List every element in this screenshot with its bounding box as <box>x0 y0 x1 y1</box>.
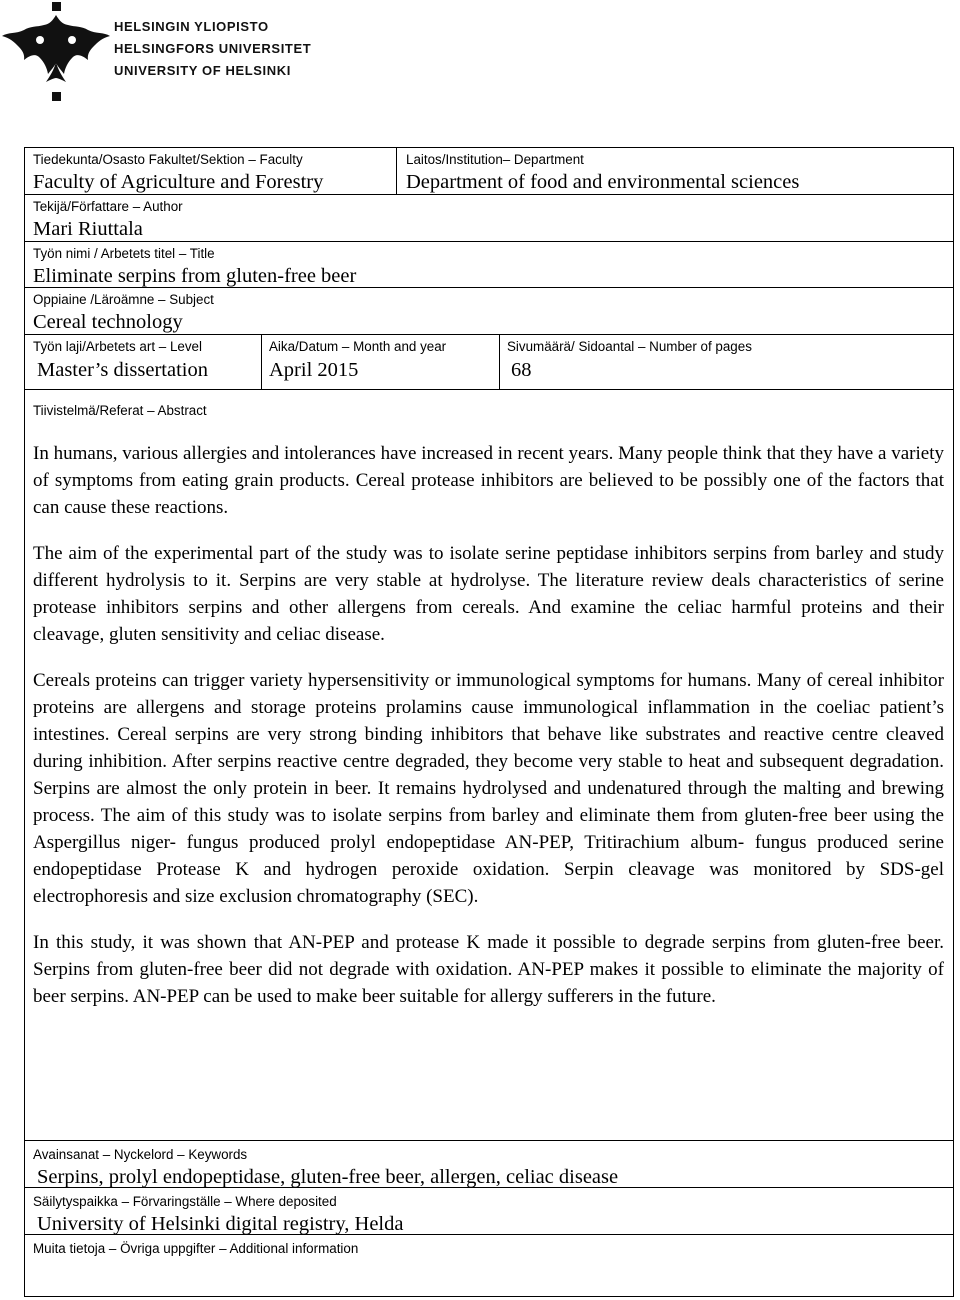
divider <box>25 334 953 335</box>
title-value: Eliminate serpins from gluten-free beer <box>33 265 357 287</box>
divider <box>499 334 500 389</box>
keywords-label: Avainsanat – Nyckelord – Keywords <box>33 1147 248 1162</box>
pages-label: Sivumäärä/ Sidoantal – Number of pages <box>507 339 752 354</box>
university-name <box>114 16 311 82</box>
divider <box>25 194 953 195</box>
department-label: Laitos/Institution– Department <box>406 152 584 167</box>
faculty-value: Faculty of Agriculture and Forestry <box>33 171 324 193</box>
level-value: Master’s dissertation <box>37 359 208 381</box>
deposited-label: Säilytyspaikka – Förvaringställe – Where deposited <box>33 1194 337 1209</box>
divider <box>25 1140 953 1141</box>
date-value: April 2015 <box>269 359 359 381</box>
title-label: Työn nimi / Arbetets titel – Title <box>33 246 215 261</box>
author-value: Mari Riuttala <box>33 218 143 240</box>
level-label: Työn laji/Arbetets art – Level <box>33 339 202 354</box>
additional-info-label: Muita tietoja – Övriga uppgifter – Additional information <box>33 1241 359 1256</box>
keywords-value: Serpins, prolyl endopeptidase, gluten-free beer, allergen, celiac disease <box>37 1166 619 1188</box>
abstract-paragraph: Cereals proteins can trigger variety hypersensitivity or immunological symptoms for humans. Many of cereal inhibitor proteins are allergens and storage proteins prolamins cause immunological inflammation in the coeliac patient’s intestines. Cereal serpins are very strong binding inhibitors that behave like substrates and reactive centre cleaved during inhibition. After serpins reactive centre degraded, they become very stable to heat and subsequent degradation. Serpins are almost the only protein in beer. It remains hydrolysed and undenatured through the malting and brewing process. The aim of this study was to isolate serpins from barley and eliminate them from gluten-free beer using the Aspergillus niger- fungus produced prolyl endopeptidase AN-PEP, Tritirachium album- fungus produced serine endopeptidase Protease K and hydrogen peroxide oxidation. Serpin cleavage was monitored by SDS-gel electrophoresis and size exclusion chromatography (SEC). <box>33 670 944 907</box>
divider <box>25 389 953 390</box>
date-label: Aika/Datum – Month and year <box>269 339 447 354</box>
department-value: Department of food and environmental sciences <box>406 171 800 193</box>
abstract-body <box>33 440 944 1029</box>
subject-label: Oppiaine /Läroämne – Subject <box>33 292 214 307</box>
thesis-abstract-form <box>24 147 954 1297</box>
university-name-sv: HELSINGFORS UNIVERSITET <box>114 41 312 56</box>
divider <box>396 148 397 194</box>
abstract-label: Tiivistelmä/Referat – Abstract <box>33 403 207 418</box>
abstract-paragraph: The aim of the experimental part of the study was to isolate serine peptidase inhibitors serpins from barley and study different hydrolysis to it. Serpins are very stable at hydrolyse. The literature review deals characteristics of serine protease inhibitors serpins and other allergens from cereals. And examine the celiac harmful proteins and their cleavage, gluten sensitivity and celiac disease. <box>33 543 944 645</box>
subject-value: Cereal technology <box>33 311 183 333</box>
deposited-value: University of Helsinki digital registry, Helda <box>37 1213 404 1235</box>
pages-value: 68 <box>511 359 532 381</box>
university-name-en: UNIVERSITY OF HELSINKI <box>114 63 291 78</box>
abstract-paragraph: In this study, it was shown that AN-PEP and protease K made it possible to degrade serpins from gluten-free beer. Serpins from gluten-free beer did not degrade with oxidation. AN-PEP makes it possible to eliminate the majority of beer serpins. AN-PEP can be used to make beer suitable for allergy sufferers in the future. <box>33 932 944 1007</box>
university-name-fi: HELSINGIN YLIOPISTO <box>114 19 269 34</box>
faculty-label: Tiedekunta/Osasto Fakultet/Sektion – Faculty <box>33 152 303 167</box>
divider <box>261 334 262 389</box>
abstract-paragraph: In humans, various allergies and intolerances have increased in recent years. Many people think that they have a variety of symptoms from eating grain products. Cereal protease inhibitors are believed to be possibly one of the factors that can cause these reactions. <box>33 443 944 518</box>
helsinki-flame-emblem-icon <box>0 0 110 110</box>
divider <box>25 241 953 242</box>
author-label: Tekijä/Författare – Author <box>33 199 183 214</box>
